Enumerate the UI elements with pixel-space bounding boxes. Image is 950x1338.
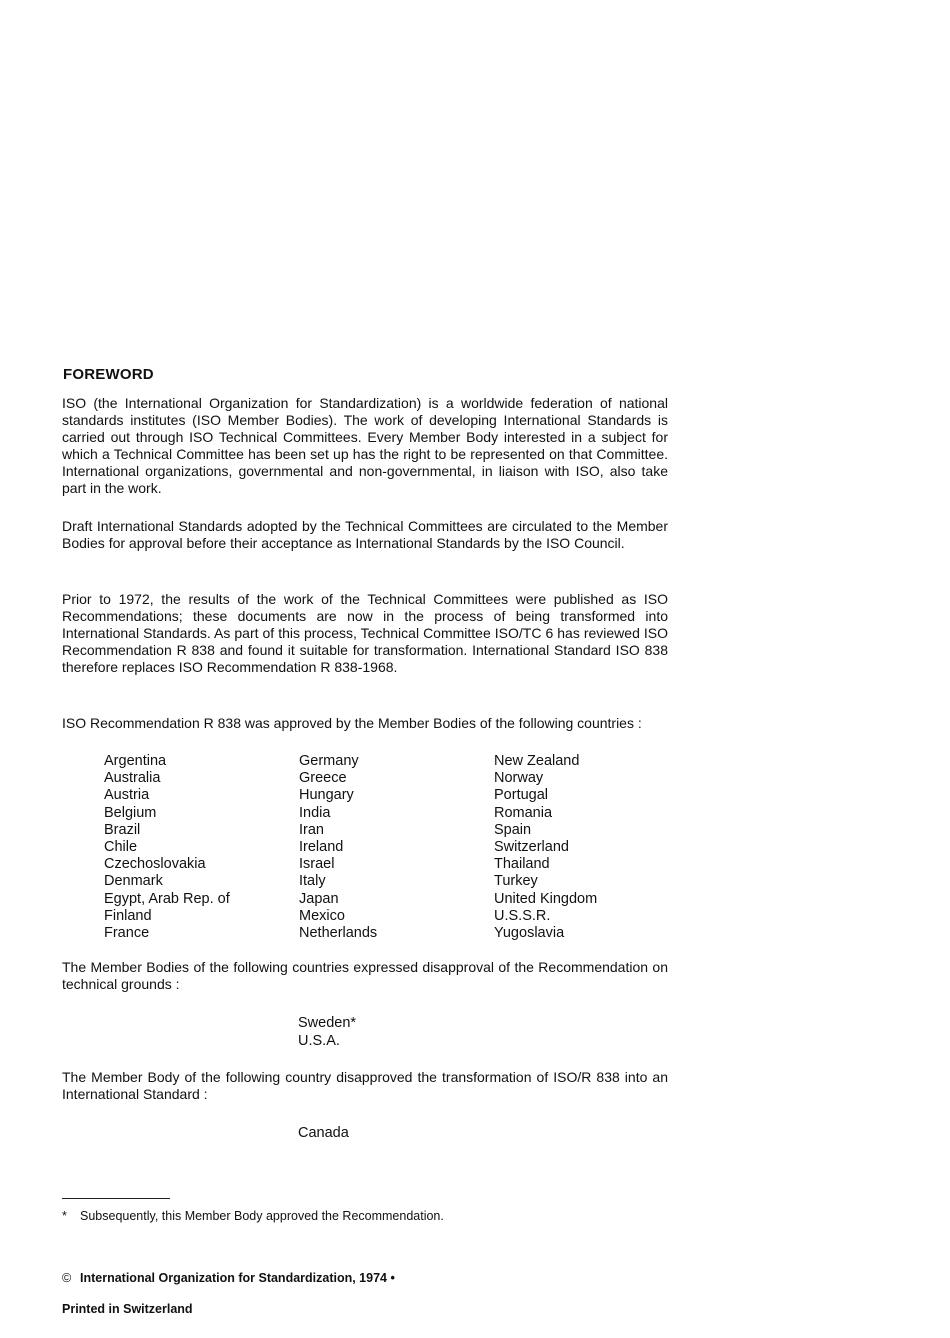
transformation-disapproval-list	[298, 1125, 349, 1143]
foreword-paragraph-4: ISO Recommendation R 838 was approved by the Member Bodies of the following countries :	[62, 715, 642, 731]
country-item: Netherlands	[299, 925, 378, 942]
country-item: Australia	[104, 770, 161, 787]
country-item: Sweden*	[298, 1015, 357, 1031]
foreword-paragraph-3: Prior to 1972, the results of the work of the Technical Committees were published as ISO Recommendations; these documents are now in the process of being transformed into International Standards. As part of this process, Technical Committee ISO/TC 6 has reviewed ISO Recommendation R 838 and found it suitable for transformation. International Standard ISO 838 therefore replaces ISO Recommendation R 838-1968.	[62, 591, 668, 675]
country-item: Denmark	[104, 873, 163, 890]
country-item: Israel	[299, 856, 335, 873]
countries-column-3	[494, 753, 597, 942]
country-item: Thailand	[494, 856, 550, 873]
foreword-paragraph-5: The Member Bodies of the following countries expressed disapproval of the Recommendation on technical grounds :	[62, 959, 668, 992]
copyright-symbol: ©	[62, 1271, 72, 1285]
country-item: Italy	[299, 873, 326, 890]
country-item: Japan	[299, 890, 339, 907]
foreword-paragraph-6: The Member Body of the following country disapproved the transformation of ISO/R 838 into an International Standard :	[62, 1069, 668, 1102]
foreword-paragraph-1: ISO (the International Organization for Standardization) is a worldwide federation of national standards institutes (ISO Member Bodies). The work of developing International Standards is carried out through ISO Technical Committees. Every Member Body interested in a subject for which a Technical Committee has been set up has the right to be represented on that Committee. International organizations, governmental and non-governmental, in liaison with ISO, also take part in the work.	[62, 395, 668, 496]
foreword-paragraph-2: Draft International Standards adopted by the Technical Committees are circulated to the Member Bodies for approval before their acceptance as International Standards by the ISO Council.	[62, 518, 668, 551]
country-item: Argentina	[104, 753, 167, 769]
country-item: Switzerland	[494, 839, 569, 856]
country-item: Romania	[494, 804, 553, 821]
country-item: Turkey	[494, 873, 538, 890]
country-item: Germany	[299, 753, 359, 769]
country-item: Hungary	[299, 787, 354, 804]
footnote-text: Subsequently, this Member Body approved the Recommendation.	[80, 1209, 444, 1223]
country-item: Austria	[104, 787, 150, 804]
country-item: Yugoslavia	[494, 925, 565, 942]
copyright-line	[62, 1271, 395, 1285]
disapproving-countries-list	[298, 1015, 356, 1050]
footnote-divider	[62, 1198, 170, 1199]
country-item: Belgium	[104, 804, 157, 821]
footnote	[62, 1208, 444, 1224]
country-item: Chile	[104, 839, 138, 856]
country-item: Egypt, Arab Rep. of	[104, 890, 230, 907]
countries-column-1	[104, 753, 230, 942]
country-item: U.S.S.R.	[494, 907, 551, 924]
country-item: India	[299, 804, 331, 821]
country-item: Czechoslovakia	[104, 856, 206, 873]
country-item: Iran	[299, 821, 324, 838]
country-item: United Kingdom	[494, 890, 598, 907]
country-item: New Zealand	[494, 753, 580, 769]
country-item: Norway	[494, 770, 544, 787]
country-item: Mexico	[299, 907, 345, 924]
footnote-mark: *	[62, 1209, 67, 1223]
printed-in-line: Printed in Switzerland	[62, 1302, 193, 1316]
foreword-heading: FOREWORD	[63, 366, 154, 383]
country-item: Finland	[104, 907, 152, 924]
country-item: France	[104, 925, 150, 942]
country-item: Canada	[298, 1125, 349, 1141]
country-item: Greece	[299, 770, 347, 787]
country-item: Spain	[494, 821, 532, 838]
countries-column-2	[299, 753, 377, 942]
country-item: Ireland	[299, 839, 344, 856]
country-item: Brazil	[104, 821, 141, 838]
country-item: Portugal	[494, 787, 549, 804]
country-item: U.S.A.	[298, 1032, 340, 1049]
copyright-text: International Organization for Standardization, 1974 •	[80, 1271, 395, 1285]
